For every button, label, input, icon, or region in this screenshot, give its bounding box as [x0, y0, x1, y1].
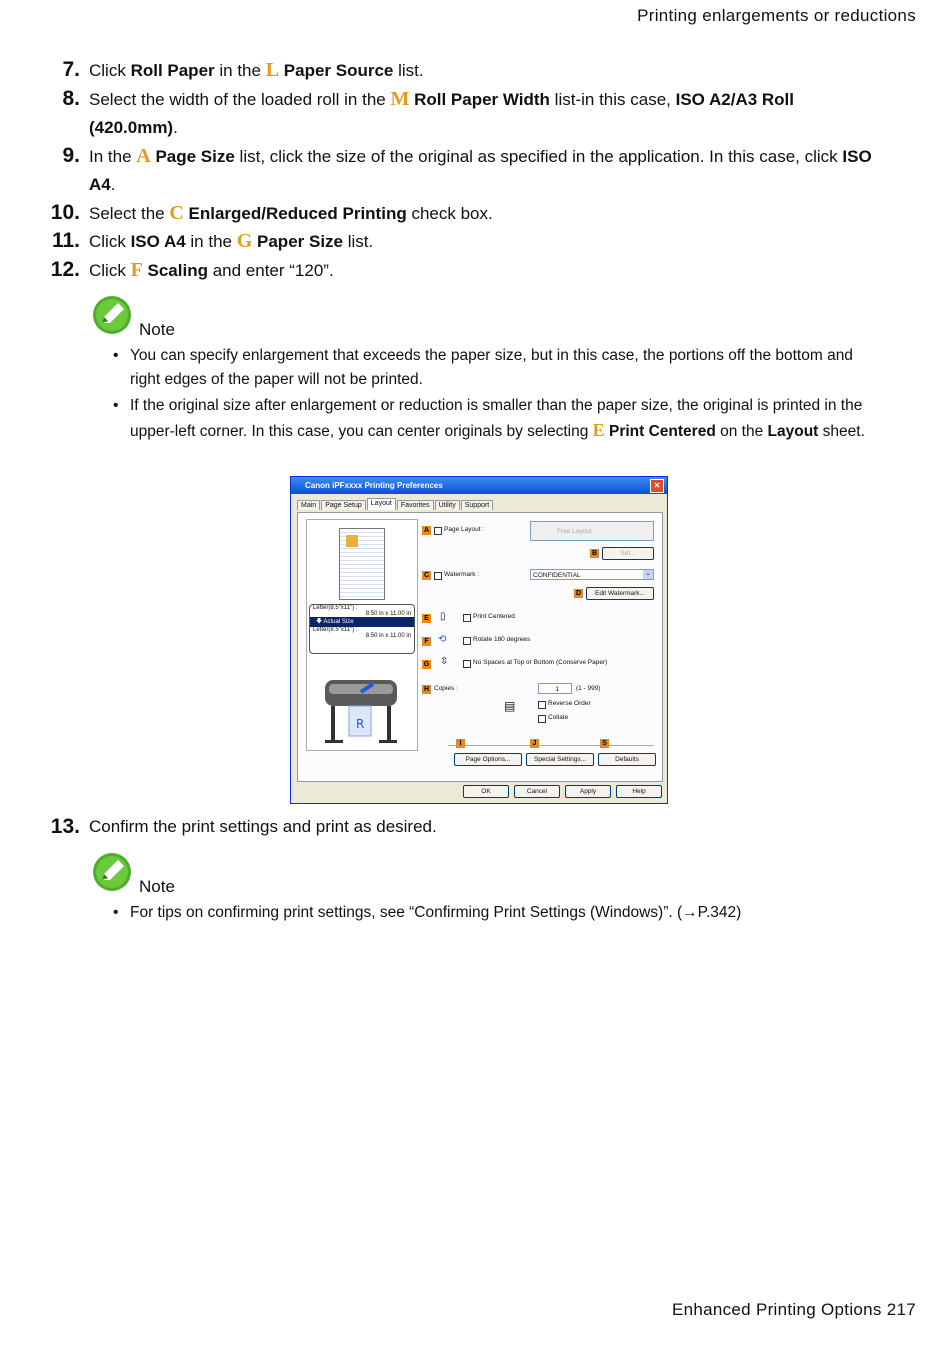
defaults-button[interactable]: Defaults [598, 753, 656, 766]
divider [448, 745, 654, 746]
marker-c: C [169, 202, 184, 224]
callout-b: B [591, 550, 598, 557]
step-number: 12. [50, 258, 80, 281]
watermark-select[interactable] [530, 569, 654, 580]
bullet-dot: • [113, 397, 119, 414]
watermark-checkbox[interactable] [434, 572, 442, 580]
note-bullet [113, 344, 883, 392]
preview-image-icon [346, 535, 358, 547]
marker-g: G [236, 230, 253, 252]
size-line: Letter(8.5"x11") : [313, 627, 358, 633]
callout-d: D [575, 590, 582, 597]
step-number: 9. [62, 144, 80, 167]
help-button[interactable]: Help [616, 785, 662, 798]
svg-text:R: R [356, 717, 365, 731]
ok-button[interactable]: OK [463, 785, 509, 798]
print-centered-checkbox[interactable] [463, 614, 471, 622]
dialog-title: Canon iPFxxxx Printing Preferences [305, 481, 443, 490]
step-number: 11. [51, 229, 80, 252]
note-label: Note [139, 877, 175, 896]
step-text: Click ISO A4 in the G Paper Size list. [89, 230, 374, 252]
paper-size-info [309, 604, 415, 654]
set-button[interactable]: Set... [602, 547, 654, 560]
copies-range: (1 - 999) [576, 685, 601, 692]
layout-panel [297, 512, 663, 782]
callout-j: J [530, 739, 539, 748]
callout-g: G [423, 661, 430, 668]
copies-spinner[interactable]: 1 [538, 683, 572, 694]
note-pencil-icon [92, 295, 132, 335]
note-bullet [113, 394, 883, 466]
cancel-button[interactable]: Cancel [514, 785, 560, 798]
copies-label: Copies : [434, 685, 458, 692]
bullet-text: If the original size after enlargement or reduction is smaller than the paper size, the original is printed in the upper-left corner. In this case, you can center originals by selecting E Print Centered on the Layout sheet. [130, 397, 865, 440]
tab-support[interactable]: Support [461, 500, 494, 510]
reverse-order-checkbox[interactable] [538, 701, 546, 709]
marker-l: L [265, 59, 280, 81]
collate-label: Collate [548, 714, 569, 721]
close-icon[interactable]: ✕ [650, 479, 664, 493]
page-preview [339, 528, 385, 600]
preview-pane [306, 519, 418, 751]
step-text: Select the C Enlarged/Reduced Printing check box. [89, 202, 493, 224]
marker-f: F [130, 259, 143, 281]
dialog-tabs [297, 500, 494, 510]
conserve-paper-icon: ⇳ [440, 656, 449, 667]
step-text: Select the width of the loaded roll in the M Roll Paper Width list-in this case, ISO A2/A3 Roll (420.0mm). [89, 88, 795, 137]
note-pencil-icon [92, 852, 132, 892]
step-number: 10. [50, 201, 80, 224]
callout-s: S [600, 739, 609, 748]
callout-f: F [422, 637, 431, 646]
tab-utility[interactable]: Utility [435, 500, 460, 510]
rotate-label: Rotate 180 degrees [473, 636, 531, 643]
edit-watermark-button[interactable]: Edit Watermark... [586, 587, 654, 600]
page-footer: Enhanced Printing Options 217 [671, 1300, 916, 1319]
bullet-dot: • [113, 347, 119, 364]
step-text: Confirm the print settings and print as desired. [89, 817, 437, 836]
print-centered-icon: ▯ [440, 611, 446, 622]
page-layout-label: Page Layout : [444, 526, 485, 533]
stacked-pages-icon: ▤ [504, 699, 516, 713]
no-spaces-checkbox[interactable] [463, 660, 471, 668]
tab-main[interactable]: Main [297, 500, 320, 510]
reverse-order-label: Reverse Order [548, 700, 591, 707]
size-line: Letter(8.5"x11") : [313, 605, 358, 611]
tab-favorites[interactable]: Favorites [397, 500, 434, 510]
printer-illustration [321, 662, 401, 746]
marker-e: E [592, 420, 605, 440]
chevron-down-icon: ⌄ [643, 570, 653, 579]
running-head: Printing enlargements or reductions [637, 6, 916, 25]
callout-e: E [422, 614, 431, 623]
bullet-dot: • [113, 904, 119, 921]
step-number: 7. [62, 58, 80, 81]
print-centered-label: Print Centered [473, 613, 515, 620]
rotate-icon: ⟲ [438, 634, 447, 645]
dialog-titlebar [291, 477, 667, 494]
apply-button[interactable]: Apply [565, 785, 611, 798]
callout-c: C [423, 572, 430, 579]
special-settings-button[interactable]: Special Settings... [526, 753, 594, 766]
rotate-checkbox[interactable] [463, 637, 471, 645]
step-number: 13. [50, 815, 80, 838]
tab-page-setup[interactable]: Page Setup [321, 500, 366, 510]
page-layout-checkbox[interactable] [434, 527, 442, 535]
watermark-value: CONFIDENTIAL [533, 572, 581, 579]
step-text: In the A Page Size list, click the size of the original as specified in the application. In this case, click ISO A4. [89, 145, 872, 194]
callout-i: I [456, 739, 465, 748]
tab-layout[interactable]: Layout [367, 498, 396, 510]
actual-size-row [310, 617, 414, 627]
watermark-label: Watermark : [444, 571, 480, 578]
actual-size-label: Actual Size [323, 619, 354, 625]
callout-a: A [423, 527, 430, 534]
size-line: 8.50 in x 11.00 in [365, 611, 411, 617]
printing-preferences-dialog [290, 476, 668, 804]
size-line: 8.50 in x 11.00 in [365, 633, 411, 639]
page-layout-select[interactable]: Free Layout [530, 521, 654, 541]
bullet-text: You can specify enlargement that exceeds the paper size, but in this case, the portions off the bottom and right edges of the paper will not be printed. [130, 347, 853, 388]
step-text: Click F Scaling and enter “120”. [89, 259, 334, 281]
bullet-text: For tips on confirming print settings, see “Confirming Print Settings (Windows)”. (→P.342) [130, 904, 742, 921]
note-label: Note [139, 320, 175, 339]
step-text: Click Roll Paper in the L Paper Source list. [89, 59, 424, 81]
page-options-button[interactable]: Page Options... [454, 753, 522, 766]
marker-m: M [390, 88, 410, 110]
marker-a: A [136, 145, 151, 167]
collate-checkbox[interactable] [538, 715, 546, 723]
note-bullet [113, 901, 883, 925]
step-number: 8. [62, 87, 80, 110]
no-spaces-label: No Spaces at Top or Bottom (Conserve Paper) [473, 659, 608, 666]
callout-h: H [423, 686, 430, 693]
down-arrow-icon: 🡇 [316, 619, 323, 625]
